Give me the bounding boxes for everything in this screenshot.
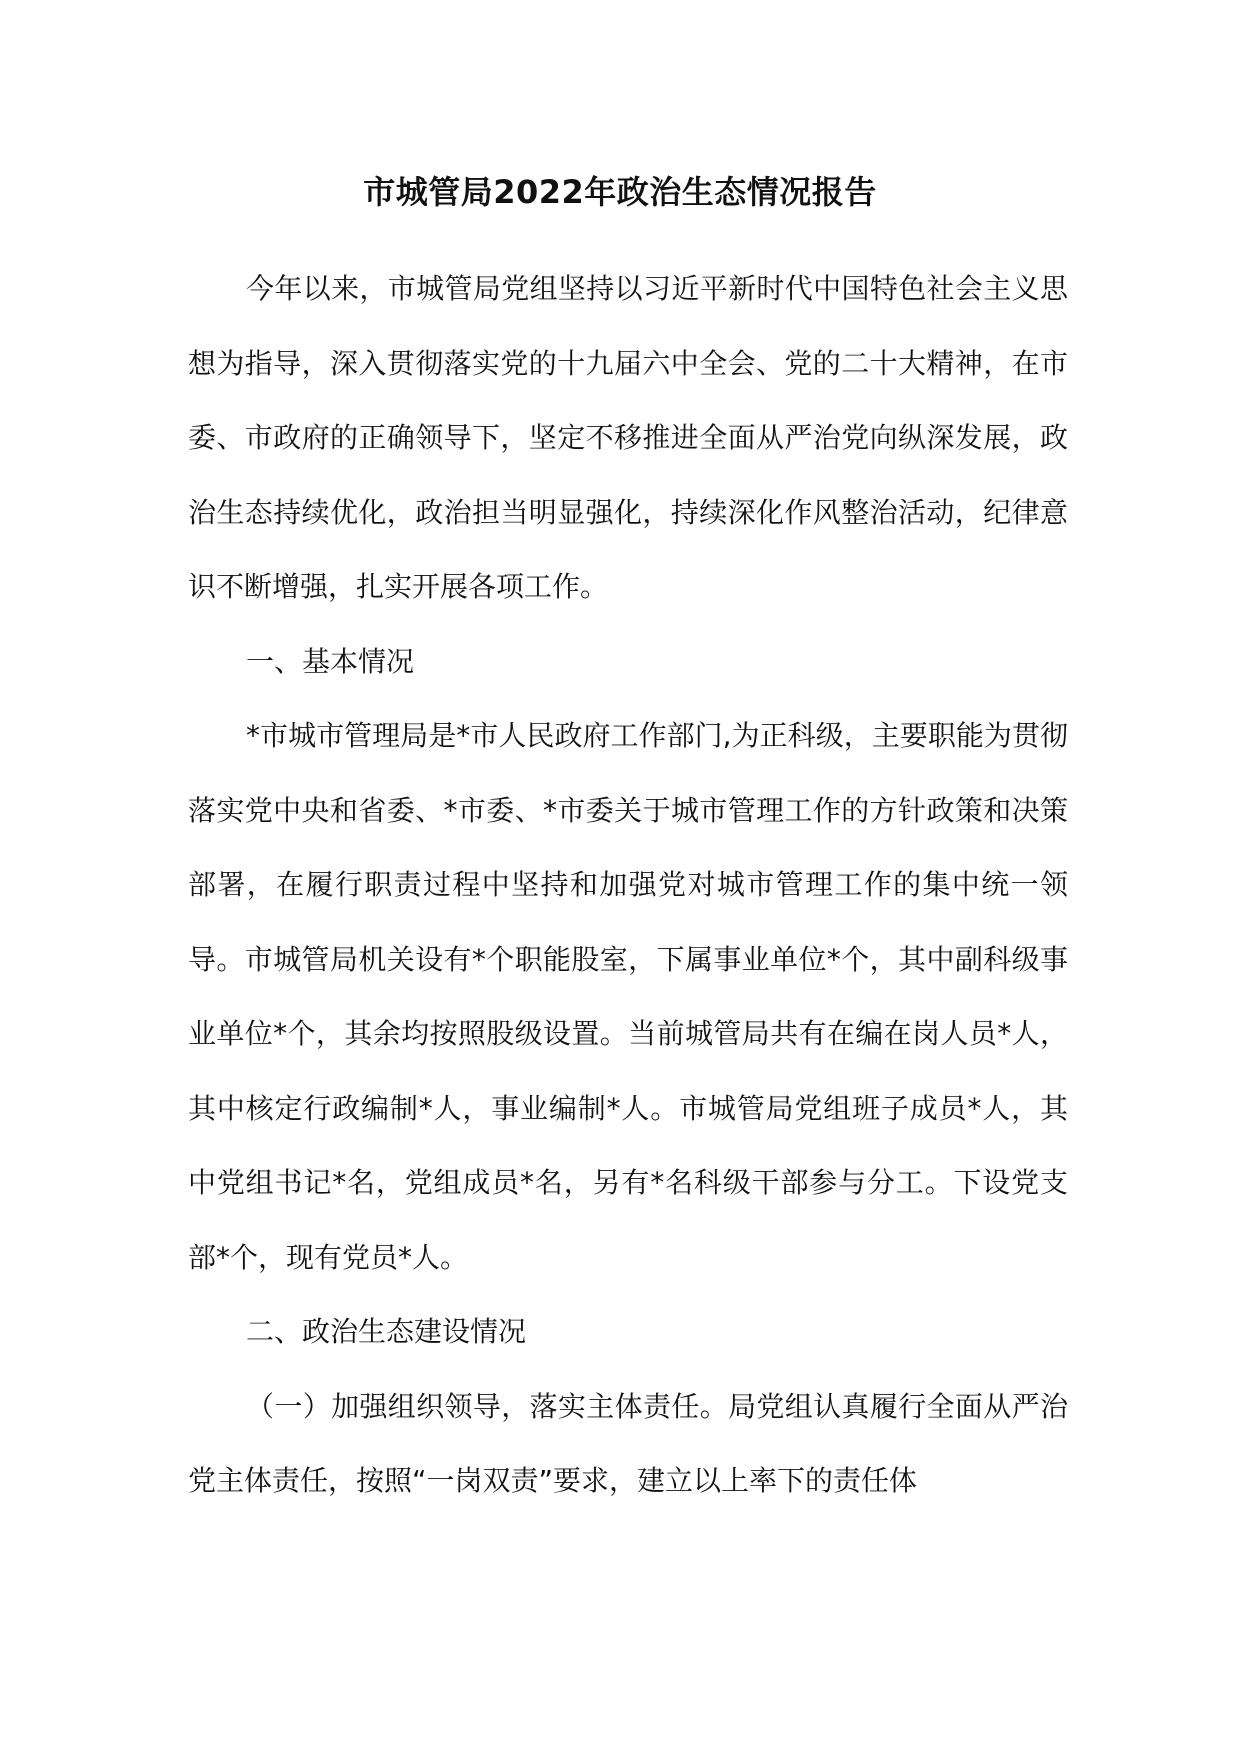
intro-paragraph: 今年以来，市城管局党组坚持以习近平新时代中国特色社会主义思想为指导，深入贯彻落实党的十九届六中全会、党的二十大精神，在市委、市政府的正确领导下，坚定不移推进全面从严治党向纵深发展，政治生态持续优化，政治担当明显强化，持续深化作风整治活动，纪律意识不断增强，扎实开展各项工作。 — [188, 272, 1068, 603]
section-heading-basic: 一、基本情况 — [246, 644, 415, 678]
subsection-paragraph: （一）加强组织领导，落实主体责任。局党组认真履行全面从严治党主体责任，按照“一岗双责”要求，建立以上率下的责任体 — [188, 1389, 1068, 1497]
section-heading-ecology: 二、政治生态建设情况 — [246, 1315, 527, 1348]
document-body — [188, 252, 1068, 1519]
document-title: 市城管局2022年政治生态情况报告 — [363, 173, 877, 211]
basic-info-paragraph: *市城市管理局是*市人民政府工作部门,为正科级，主要职能为贯彻落实党中央和省委、*市委、*市委关于城市管理工作的方针政策和决策部署，在履行职责过程中坚持和加强党对城市管理工作的集中统一领导。市城管局机关设有*个职能股室，下属事业单位*个，其中副科级事业单位*个，其余均按照股级设置。当前城管局共有在编在岗人员*人，其中核定行政编制*人，事业编制*人。市城管局党组班子成员*人，其中党组书记*名，党组成员*名，另有*名科级干部参与分工。下设党支部*个，现有党员*人。 — [188, 719, 1068, 1274]
